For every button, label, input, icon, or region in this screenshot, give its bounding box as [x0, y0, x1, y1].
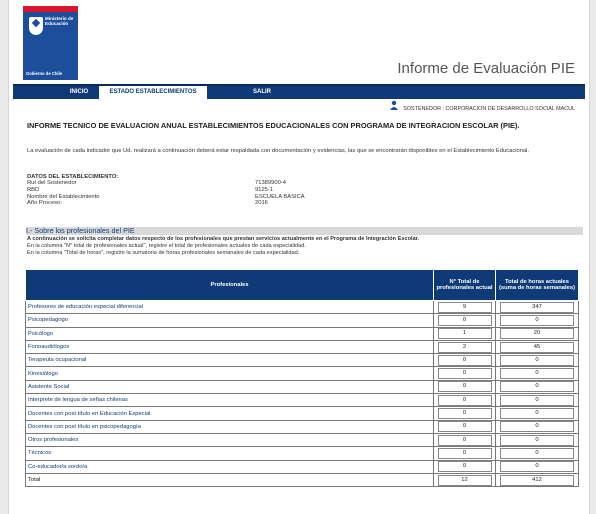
- horas-cell: [496, 301, 579, 314]
- professional-name: Docentes con post título en Educación Especial: [26, 407, 434, 420]
- datos-row: [27, 187, 447, 194]
- report-title: INFORME TECNICO DE EVALUACION ANUAL ESTABLECIMIENTOS EDUCACIONALES CON PROGRAMA DE INTEGRACION ESCOLAR (PIE).: [27, 121, 520, 130]
- horas-cell: [496, 314, 579, 327]
- nav-inicio[interactable]: INICIO: [69, 89, 89, 95]
- horas-cell: [496, 433, 579, 446]
- table-row: [26, 380, 579, 393]
- datos-row: [27, 180, 447, 187]
- total-horas-input[interactable]: 0: [500, 408, 574, 419]
- professional-name: Fonoaudiólogos: [26, 340, 434, 353]
- user-icon: [389, 100, 399, 110]
- total-horas-input[interactable]: 0: [500, 435, 574, 446]
- professional-name: Total: [26, 473, 434, 486]
- total-horas-input[interactable]: 0: [500, 368, 574, 379]
- page-frame: [8, 0, 590, 514]
- nav-estado-establecimientos[interactable]: ESTADO ESTABLECIMIENTOS: [99, 86, 207, 99]
- datos-value: 2016: [255, 200, 268, 207]
- sostenedor-label: SOSTENEDOR : CORPORACION DE DESARROLLO SOCIAL MACUL: [403, 106, 575, 112]
- table-row: [26, 354, 579, 367]
- total-profesionales-input: 12: [438, 475, 492, 486]
- total-profesionales-input[interactable]: 0: [438, 381, 492, 392]
- professional-name: Docentes con post título en psicopedagogía: [26, 420, 434, 433]
- professionals-table: [25, 269, 579, 487]
- total-horas-input[interactable]: 0: [500, 355, 574, 366]
- horas-cell: [496, 407, 579, 420]
- header-total-profesionales: N° Total de profesionales actual: [434, 270, 496, 301]
- table-row: [26, 433, 579, 446]
- total-cell: [434, 314, 496, 327]
- datos-label: RBD: [27, 186, 40, 193]
- professional-name: Co-educador/a sordo/a: [26, 460, 434, 473]
- total-horas-input[interactable]: 45: [500, 342, 574, 353]
- logo-ministry-text: Ministerio de Educación: [45, 16, 74, 27]
- table-row: [26, 394, 579, 407]
- total-profesionales-input[interactable]: 0: [438, 435, 492, 446]
- total-cell: [434, 354, 496, 367]
- total-cell: [434, 473, 496, 486]
- section-title: I.- Sobre los profesionales del PIE: [26, 227, 583, 235]
- total-profesionales-input[interactable]: 0: [438, 448, 492, 459]
- intro-text: La evaluación de cada indicador que Ud. realizará a continuación deberá estar respaldada con documentación y evidencias, las que se encontrarán disponibles en el Establecimiento Educacional.: [27, 148, 530, 154]
- datos-row: [27, 194, 447, 201]
- horas-cell: [496, 367, 579, 380]
- total-horas-input[interactable]: 0: [500, 381, 574, 392]
- total-horas-input[interactable]: 347: [500, 302, 574, 313]
- table-row: [26, 407, 579, 420]
- total-cell: [434, 367, 496, 380]
- section-instructions: [27, 236, 583, 256]
- table-total-row: [26, 473, 579, 486]
- instruction-line: En la columna "Total de horas", registre la sumatoria de horas profesionales semanales de cada especialidad.: [27, 249, 300, 256]
- header-profesionales: Profesionales: [26, 270, 434, 301]
- table-row: [26, 460, 579, 473]
- total-cell: [434, 420, 496, 433]
- total-profesionales-input[interactable]: 9: [438, 302, 492, 313]
- total-profesionales-input[interactable]: 2: [438, 342, 492, 353]
- horas-cell: [496, 473, 579, 486]
- total-cell: [434, 433, 496, 446]
- horas-cell: [496, 420, 579, 433]
- professional-name: Terapeuta ocupacional: [26, 354, 434, 367]
- total-cell: [434, 340, 496, 353]
- datos-value: 71389900-4: [255, 180, 286, 186]
- datos-value: 9125-1: [255, 186, 274, 193]
- logo-red-stripe: [23, 6, 78, 12]
- total-horas-input[interactable]: 0: [500, 421, 574, 432]
- datos-establecimiento: [27, 174, 447, 207]
- table-row: [26, 301, 579, 314]
- table-row: [26, 420, 579, 433]
- page-title: Informe de Evaluación PIE: [397, 60, 575, 77]
- total-horas-input: 412: [500, 475, 574, 486]
- total-profesionales-input[interactable]: 0: [438, 408, 492, 419]
- professional-name: Profesores de educación especial diferencial: [26, 301, 434, 314]
- total-horas-input[interactable]: 0: [500, 315, 574, 326]
- horas-cell: [496, 460, 579, 473]
- instruction-line: A continuación se solicita completar datos respecto de los profesionales que prestan servicios actualmente en el Programa de Integración Escolar.: [27, 236, 420, 242]
- total-horas-input[interactable]: 0: [500, 461, 574, 472]
- professional-name: Técnicos: [26, 447, 434, 460]
- datos-row: [27, 200, 447, 207]
- table-row: [26, 327, 579, 340]
- total-cell: [434, 460, 496, 473]
- total-profesionales-input[interactable]: 0: [438, 368, 492, 379]
- total-profesionales-input[interactable]: 1: [438, 328, 492, 339]
- horas-cell: [496, 340, 579, 353]
- datos-label: Año Proceso:: [27, 200, 62, 207]
- table-row: [26, 314, 579, 327]
- total-cell: [434, 407, 496, 420]
- instruction-line: En la columna "N° total de profesionales actual", registre el total de profesionales actuales de cada especialidad.: [27, 242, 306, 249]
- professional-name: Psicólogo: [26, 327, 434, 340]
- datos-value: ESCUELA BASICA: [255, 193, 305, 200]
- professional-name: Psicopedagogo: [26, 314, 434, 327]
- horas-cell: [496, 327, 579, 340]
- total-cell: [434, 380, 496, 393]
- datos-label: Nombre del Establecimiento: [27, 193, 100, 200]
- total-cell: [434, 394, 496, 407]
- horas-cell: [496, 380, 579, 393]
- professional-name: Kinesiólogo: [26, 367, 434, 380]
- header-total-horas: Total de horas actuales (suma de horas semanales): [496, 270, 579, 301]
- total-horas-input[interactable]: 0: [500, 448, 574, 459]
- professional-name: Interprete de lengua de señas chilenas: [26, 394, 434, 407]
- table-row: [26, 447, 579, 460]
- total-profesionales-input[interactable]: 0: [438, 461, 492, 472]
- total-profesionales-input[interactable]: 0: [438, 421, 492, 432]
- total-profesionales-input[interactable]: 0: [438, 355, 492, 366]
- ministry-logo: [23, 6, 78, 80]
- user-info: [403, 106, 575, 112]
- coat-of-arms-icon: [29, 17, 43, 35]
- horas-cell: [496, 354, 579, 367]
- nav-salir[interactable]: SALIR: [253, 89, 271, 95]
- total-cell: [434, 447, 496, 460]
- professional-name: Otros profesionales: [26, 433, 434, 446]
- datos-heading: DATOS DEL ESTABLECIMIENTO:: [27, 174, 119, 180]
- total-profesionales-input[interactable]: 0: [438, 395, 492, 406]
- horas-cell: [496, 394, 579, 407]
- total-cell: [434, 327, 496, 340]
- table-row: [26, 340, 579, 353]
- total-cell: [434, 301, 496, 314]
- main-nav: [13, 84, 585, 99]
- professional-name: Asistente Social: [26, 380, 434, 393]
- table-row: [26, 367, 579, 380]
- total-profesionales-input[interactable]: 0: [438, 315, 492, 326]
- datos-label: Rut del Sostenedor: [27, 180, 77, 186]
- total-horas-input[interactable]: 0: [500, 395, 574, 406]
- total-horas-input[interactable]: 20: [500, 328, 574, 339]
- horas-cell: [496, 447, 579, 460]
- logo-government-text: Gobierno de Chile: [26, 71, 63, 76]
